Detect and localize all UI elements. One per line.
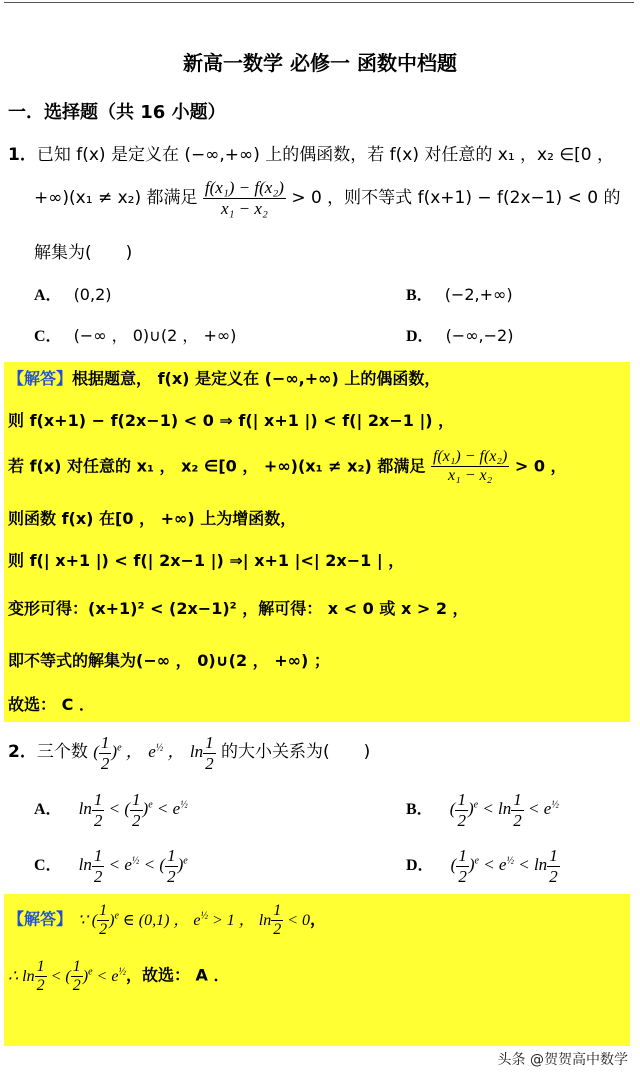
answer1-line4: 则函数 f(x) 在[0 ， +∞) 上为增函数， [8, 509, 297, 528]
answer1-line8: 故选： C ． [8, 695, 95, 714]
q2-number: 2． [8, 741, 37, 762]
q1-line3: 解集为( ) [34, 243, 133, 263]
q1-stem-line2a: +∞)(x₁ ≠ x₂) 都满足 [34, 188, 198, 209]
top-rule [4, 2, 634, 3]
q2-option-c: C． ln $\frac{1}{2}$ < $e^{\frac{1}{2}}$ < ( $\frac{1}{2}$ )$^e$ [34, 846, 188, 886]
answer2-line1: 【解答】 ∵ ( $\frac{1}{2}$ )$^e$ ∈ (0,1) ， $e^{\frac{1}{2}} > 1$ ， ln $\frac{1}{2}$ < 0， [8, 902, 327, 939]
q1-stem-line1: 已知 f(x) 是定义在 (−∞,+∞) 上的偶函数，若 f(x) 对任意的 x₁ ，x₂ ∈[0 ， [36, 145, 614, 165]
answer1-line1: 【解答】根据题意， f(x) 是定义在 (−∞,+∞) 上的偶函数， [8, 369, 441, 388]
q1-option-b: B． (−2,+∞) [406, 285, 513, 304]
watermark: 头条 @贺贺高中数学 [497, 1052, 628, 1068]
q1-stem-line2b: > 0 ，则不等式 f(x+1) − f(2x−1) < 0 的 [291, 188, 621, 209]
q1-line1 [8, 140, 614, 165]
section-heading: 一．选择题（共 16 小题） [8, 102, 226, 123]
answer1-line7: 即不等式的解集为(−∞ ， 0)∪(2 ， +∞) ； [8, 651, 330, 670]
q1-option-a: A． (0,2) [34, 285, 112, 304]
answer1-line2: 则 f(x+1) − f(2x−1) < 0 ⇒ f(| x+1 |) < f(| 2x−1 |) ， [8, 411, 455, 430]
answer1-line6: 变形可得：(x+1)² < (2x−1)² ，解可得： x < 0 或 x > 2 ， [8, 599, 469, 618]
q2-option-d: D． ( $\frac{1}{2}$ )$^e < e^{\frac{1}{2}} < \ln$ $\frac{1}{2}$ [406, 846, 558, 886]
q1-option-d: D． (−∞,−2) [406, 326, 514, 345]
q2-stem: 2．三个数 ( $\frac{1}{2}$ )$^e$ ， $e^{\frac{1}{2}}$ ， ln $\frac{1}{2}$ 的大小关系为( ) [8, 733, 371, 773]
answer1-line3: 若 f(x) 对任意的 x₁ ， x₂ ∈[0 ， +∞)(x₁ ≠ x₂) 都满足 $\frac{\text{f(x₁) − f(x₂)}}{\text{x₁ − x₂}}$ > 0 ， [8, 448, 567, 485]
answer1-line5: 则 f(| x+1 |) < f(| 2x−1 |) ⇒| x+1 |<| 2x−1 | ， [8, 551, 405, 570]
answer2-line2: ∴ ln $\frac{1}{2}$ < ( $\frac{1}{2}$ )$^e < e^{\frac{1}{2}}$，故选： A ． [8, 958, 230, 995]
q2-option-a: A． ln $\frac{1}{2}$ < ( $\frac{1}{2}$ )$^e < e^{\frac{1}{2}}$ [34, 790, 188, 830]
q2-option-b: B． ( $\frac{1}{2}$ )$^e$ < ln $\frac{1}{2}$ < $e^{\frac{1}{2}}$ [406, 790, 559, 830]
q1-option-c: C． (−∞ ， 0)∪(2 ， +∞) [34, 326, 237, 345]
q1-fraction: $\frac{\text{f(x₁) − f(x₂)}}{\text{x₁ − x₂}}$ [204, 178, 284, 218]
q1-line2 [34, 178, 620, 218]
q1-number: 1． [8, 145, 37, 165]
answer1-fraction: $\frac{\text{f(x₁) − f(x₂)}}{\text{x₁ − x₂}}$ [432, 448, 508, 485]
page-title: 新高一数学 必修一 函数中档题 [183, 51, 457, 75]
